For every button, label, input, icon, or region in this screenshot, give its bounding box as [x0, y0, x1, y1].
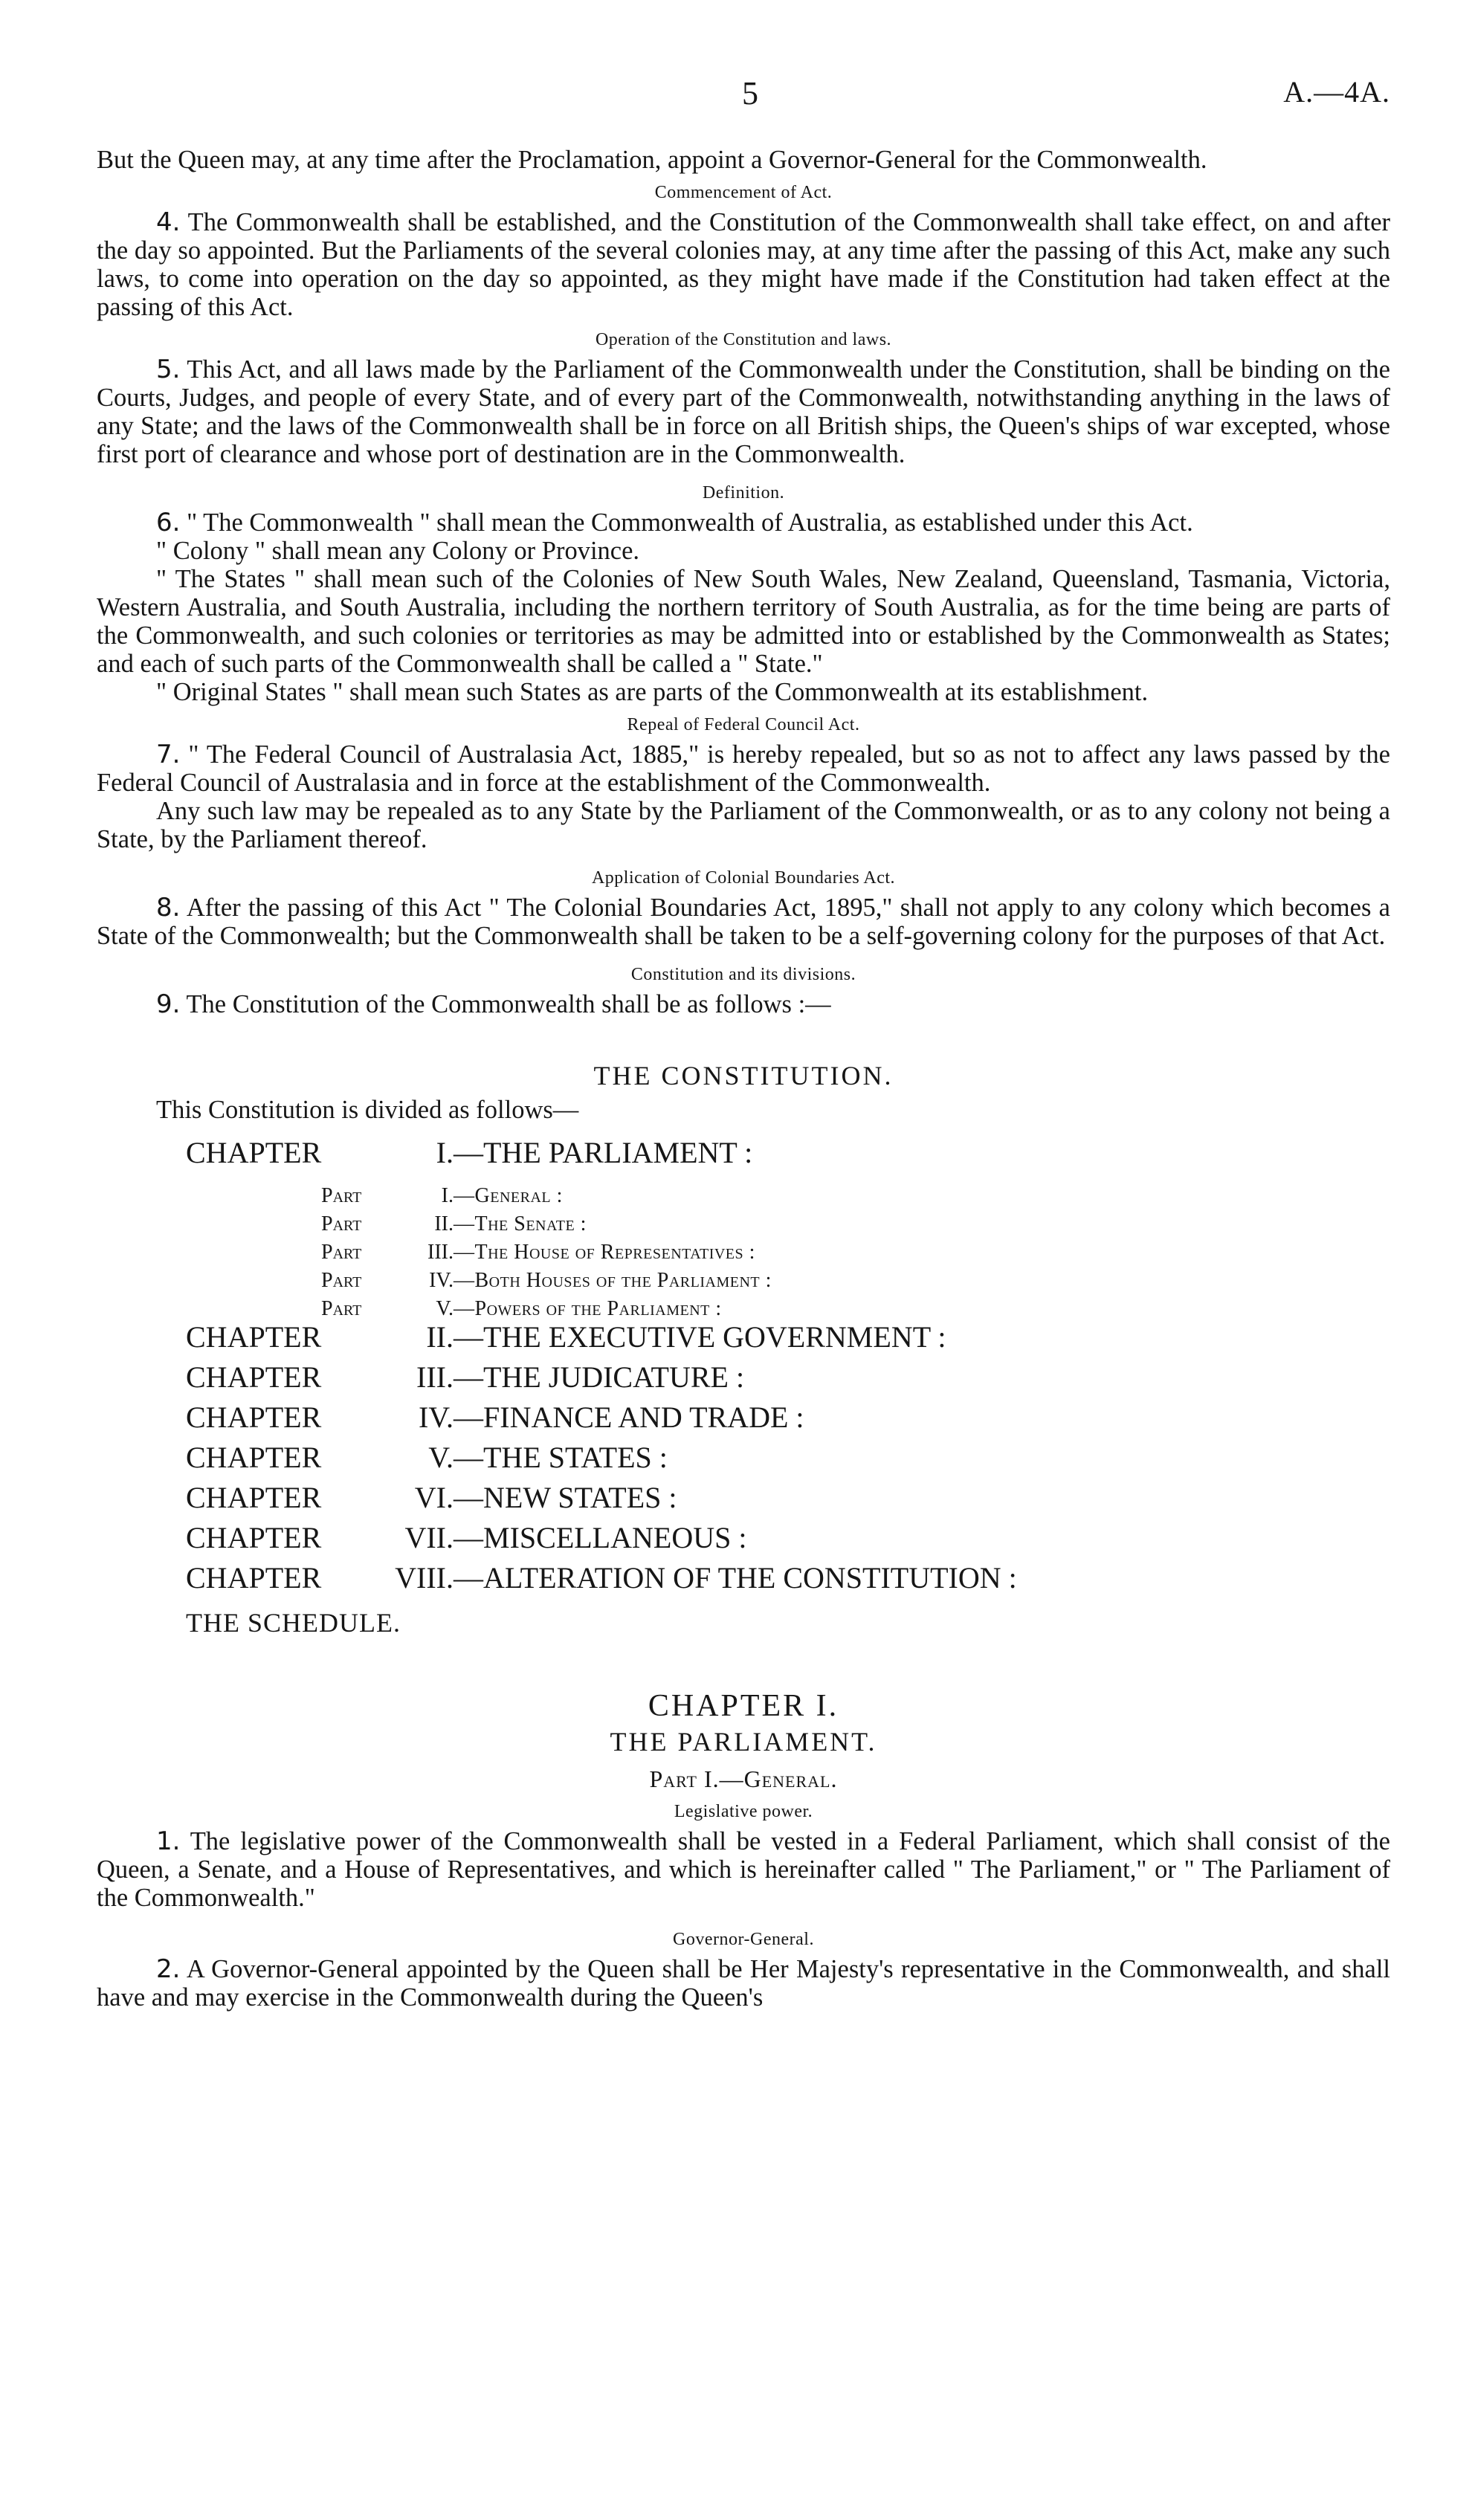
toc-row — [186, 1238, 1390, 1267]
toc-label: CHAPTER — [186, 1521, 322, 1554]
section-7-continued: Any such law may be repealed as to any State by the Parliament of the Commonwealth, or as to any colony not being a State, by the Parliament thereof. — [97, 797, 1390, 853]
section-number: 1. — [156, 1826, 181, 1856]
margin-heading-5: Operation of the Constitution and laws. — [595, 330, 892, 349]
toc-row — [186, 1400, 1390, 1444]
toc-row — [186, 1481, 1390, 1524]
toc-number: I. — [441, 1184, 454, 1207]
document-reference: A.—4A. — [1283, 75, 1390, 109]
margin-heading-9: Constitution and its divisions. — [630, 965, 856, 984]
margin-heading-governor: Governor-General. — [673, 1930, 814, 1949]
toc-label: Part — [321, 1269, 362, 1292]
toc-text: —Both Houses of the Parliament : — [454, 1269, 772, 1292]
section-text: The legislative power of the Commonwealth shall be vested in a Federal Parliament, which shall consist of the Queen, a Senate, and a House of Representatives, and which is hereinafter called " The Parliament," or " The Parliament of the Commonwealth." — [97, 1827, 1390, 1912]
section-7 — [97, 740, 1390, 797]
section-4 — [97, 208, 1390, 321]
part-heading: Part I.—General. — [649, 1765, 838, 1792]
section-text: This Act, and all laws made by the Parliament of the Commonwealth under the Constitution, shall be binding on the Courts, Judges, and people of every State, and of every part of the Commonwealth, notwithstanding anything in the laws of any State; and the laws of the Commonwealth shall be in force on all British ships, the Queen's ships of war excepted, whose first port of clearance and whose port of destination are in the Commonwealth. — [97, 355, 1390, 468]
toc-number: VII. — [404, 1521, 454, 1554]
toc-number: II. — [434, 1212, 454, 1235]
section-text: " The Commonwealth " shall mean the Commonwealth of Australia, as established under this Act. — [180, 508, 1193, 537]
toc-number: V. — [436, 1297, 454, 1320]
section-text: After the passing of this Act " The Colonial Boundaries Act, 1895," shall not apply to any colony which becomes a State of the Commonwealth; but the Commonwealth shall be taken to be a self-governing colony for the purposes of that Act. — [97, 894, 1390, 950]
section-text: The Commonwealth shall be established, and the Constitution of the Commonwealth shall take effect, on and after the day so appointed. But the Parliaments of the several colonies may, at any time after the passing of this Act, make any such laws, to come into operation on the day so appointed, as they might have made if the Constitution had taken effect at the passing of this Act. — [97, 208, 1390, 321]
margin-heading-legislative: Legislative power. — [674, 1802, 813, 1821]
constitution-contents — [186, 1136, 1390, 1604]
toc-text: —THE EXECUTIVE GOVERNMENT : — [454, 1320, 946, 1354]
toc-text: —FINANCE AND TRADE : — [454, 1400, 804, 1434]
paragraph-queen: But the Queen may, at any time after the Proclamation, appoint a Governor-General for the Commonwealth. — [97, 146, 1207, 174]
toc-row — [186, 1441, 1390, 1484]
toc-label: Part — [321, 1184, 362, 1207]
toc-text: —The House of Representatives : — [454, 1241, 755, 1264]
toc-row — [186, 1182, 1390, 1210]
document-body — [97, 146, 1390, 2012]
toc-label: CHAPTER — [186, 1136, 322, 1169]
toc-row — [186, 1295, 1390, 1323]
section-number: 5. — [156, 355, 181, 384]
chapter-subtitle: THE PARLIAMENT. — [610, 1727, 877, 1757]
toc-number: II. — [426, 1320, 454, 1354]
section-text: The Constitution of the Commonwealth shall be as follows :— — [180, 990, 831, 1018]
section-6 — [97, 508, 1390, 537]
section-text: A Governor-General appointed by the Queen shall be Her Majesty's representative in the Commonwealth, and shall have and may exercise in the Commonwealth during the Queen's — [97, 1955, 1390, 2012]
toc-row — [186, 1320, 1390, 1363]
toc-text: —General : — [454, 1184, 563, 1207]
margin-heading-6: Definition. — [702, 483, 785, 503]
section-number: 7. — [156, 740, 181, 769]
constitution-title: THE CONSTITUTION. — [593, 1061, 894, 1091]
toc-number: IV. — [429, 1269, 454, 1292]
toc-label: CHAPTER — [186, 1400, 322, 1434]
toc-text: —The Senate : — [454, 1212, 587, 1235]
toc-label: Part — [321, 1212, 362, 1235]
toc-number: V. — [428, 1441, 454, 1474]
definition-original-states: " Original States " shall mean such States as are parts of the Commonwealth at its establishment. — [156, 678, 1149, 706]
toc-number: VIII. — [395, 1561, 454, 1595]
toc-number: VI. — [414, 1481, 454, 1514]
chapter1-section-2 — [97, 1955, 1390, 2012]
toc-number: III. — [427, 1241, 454, 1264]
toc-row — [186, 1267, 1390, 1295]
toc-label: CHAPTER — [186, 1481, 322, 1514]
chapter-title: CHAPTER I. — [648, 1689, 839, 1723]
toc-label: CHAPTER — [186, 1441, 322, 1474]
toc-text: —THE PARLIAMENT : — [454, 1136, 753, 1169]
toc-row — [186, 1521, 1390, 1564]
section-9 — [97, 990, 1390, 1018]
toc-label: CHAPTER — [186, 1320, 322, 1354]
section-number: 9. — [156, 989, 181, 1019]
margin-heading-7: Repeal of Federal Council Act. — [627, 715, 860, 734]
toc-text: —THE JUDICATURE : — [454, 1360, 745, 1394]
toc-row — [186, 1360, 1390, 1403]
page-number: 5 — [742, 75, 758, 112]
toc-number: III. — [416, 1360, 454, 1394]
page-header — [97, 74, 1390, 119]
definition-states: " The States " shall mean such of the Colonies of New South Wales, New Zealand, Queensland, Tasmania, Victoria, Western Australia, and South Australia, including the northern territory of South Australia, as for the time being are parts of the Commonwealth, and such colonies or territories as may be admitted into or established by the Commonwealth as States; and each of such parts of the Commonwealth shall be called a " State." — [97, 565, 1390, 678]
toc-row — [186, 1561, 1390, 1604]
section-number: 8. — [156, 893, 181, 923]
toc-text: —ALTERATION OF THE CONSTITUTION : — [454, 1561, 1017, 1595]
constitution-intro: This Constitution is divided as follows— — [156, 1096, 579, 1124]
section-8 — [97, 894, 1390, 950]
definition-colony: " Colony " shall mean any Colony or Province. — [156, 537, 640, 565]
chapter1-section-1 — [97, 1827, 1390, 1912]
section-number: 2. — [156, 1954, 181, 1984]
toc-text: —Powers of the Parliament : — [454, 1297, 722, 1320]
toc-label: Part — [321, 1297, 362, 1320]
section-5 — [97, 355, 1390, 468]
margin-heading-8: Application of Colonial Boundaries Act. — [591, 868, 896, 888]
toc-row — [186, 1136, 1390, 1182]
toc-text: —NEW STATES : — [454, 1481, 677, 1514]
toc-label: CHAPTER — [186, 1561, 322, 1595]
toc-label: CHAPTER — [186, 1360, 322, 1394]
section-number: 6. — [156, 508, 181, 537]
section-number: 4. — [156, 207, 181, 237]
toc-row — [186, 1210, 1390, 1238]
toc-number: I. — [436, 1136, 454, 1169]
toc-text: —THE STATES : — [454, 1441, 668, 1474]
section-text: " The Federal Council of Australasia Act, 1885," is hereby repealed, but so as not to affect any laws passed by the Federal Council of Australasia and in force at the establishment of the Commonwealth. — [97, 740, 1390, 797]
toc-schedule: THE SCHEDULE. — [186, 1608, 401, 1638]
margin-heading-4: Commencement of Act. — [654, 183, 833, 202]
toc-label: Part — [321, 1241, 362, 1264]
toc-number: IV. — [418, 1400, 454, 1434]
toc-text: —MISCELLANEOUS : — [454, 1521, 747, 1554]
